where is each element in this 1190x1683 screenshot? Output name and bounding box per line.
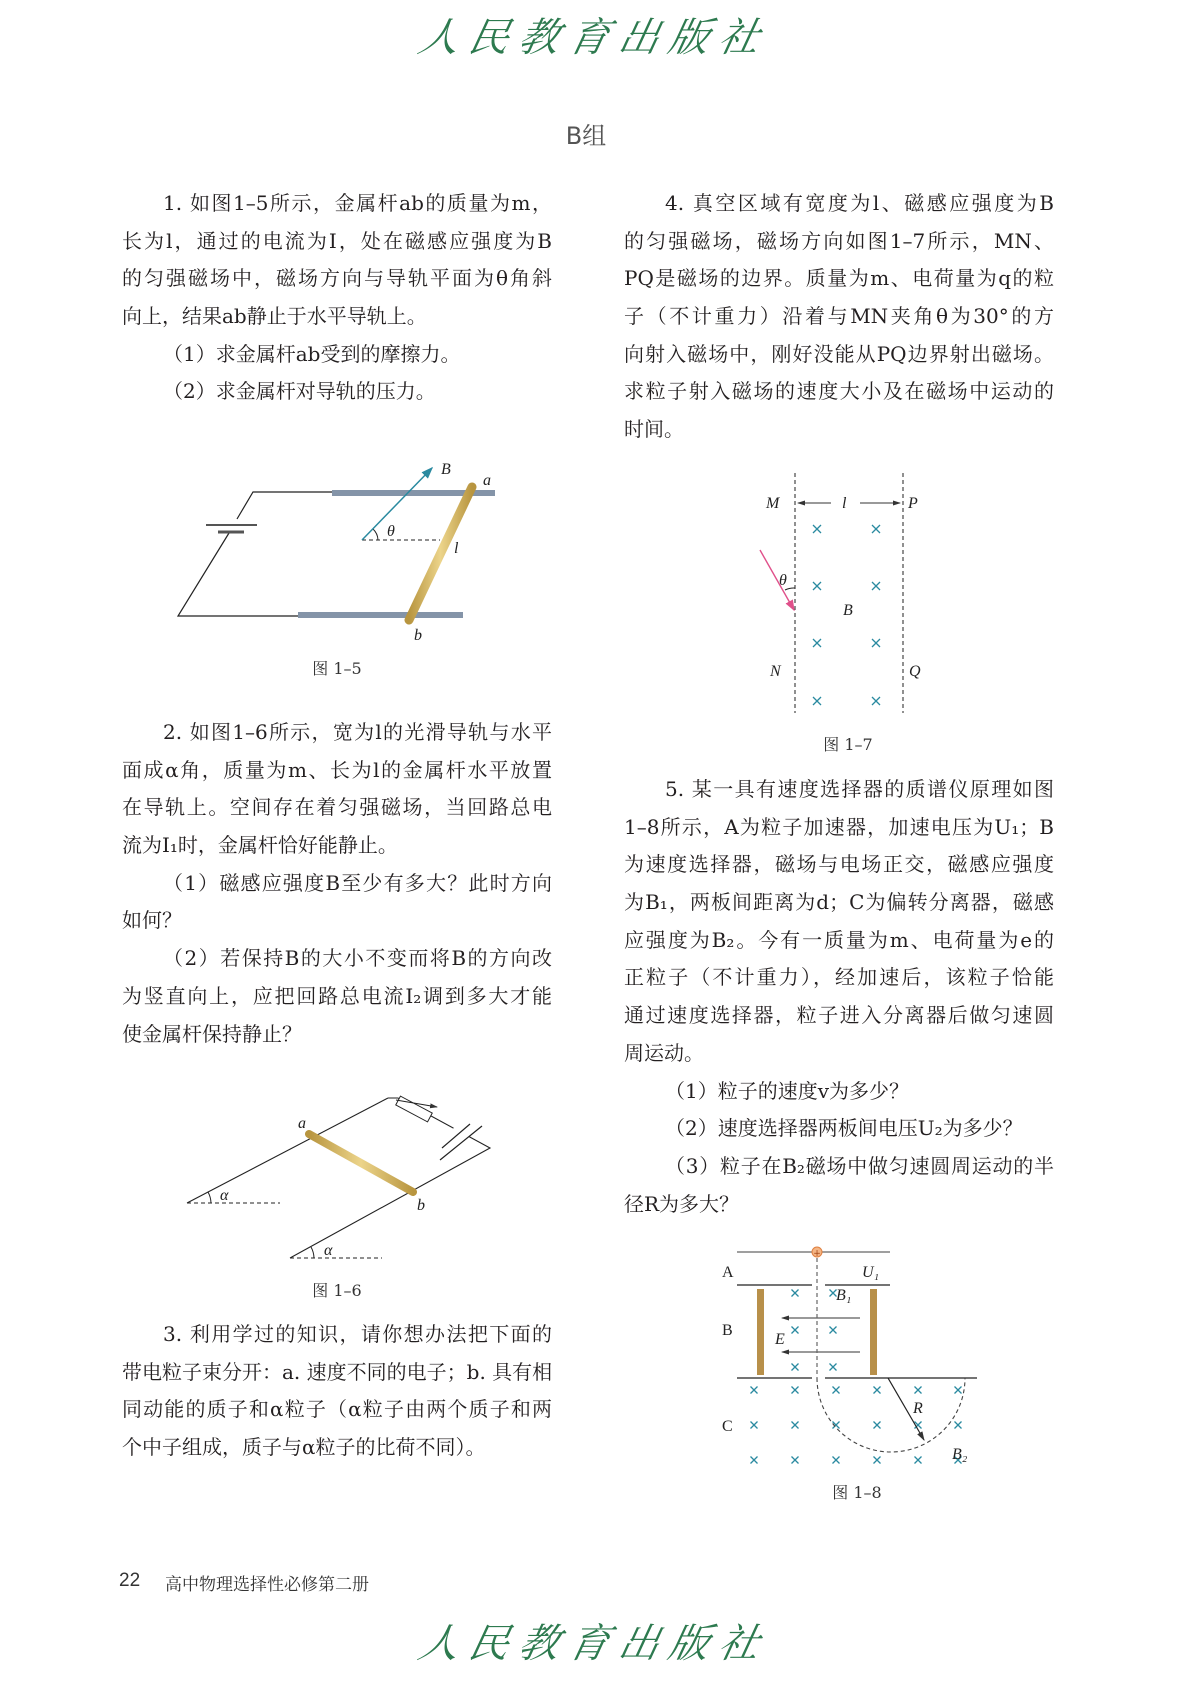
selector-plate-right [870, 1289, 877, 1375]
question-text-line: （1）粒子的速度v为多少？ [665, 1078, 910, 1103]
field-into-page-icon [955, 1387, 962, 1394]
field-into-page-icon [833, 1457, 840, 1464]
section-title: B组 [565, 122, 607, 150]
field-into-page-icon [874, 1422, 881, 1429]
label-u1: U₁ [862, 1264, 880, 1281]
field-into-page-icon [792, 1457, 799, 1464]
angle-arc [208, 1192, 211, 1203]
label-b: b [417, 1197, 425, 1214]
figure-caption: 图 1–6 [312, 1281, 362, 1300]
field-into-page-icon [792, 1387, 799, 1394]
field-crosses [751, 1290, 962, 1464]
field-into-page-icon [813, 697, 821, 705]
label-a-accelerator: A [722, 1264, 734, 1281]
field-into-page-icon [813, 525, 821, 533]
wire [178, 533, 298, 616]
question-text-line: 面成α角，质量为m、长为l的金属杆水平放置 [122, 757, 552, 782]
question-text-line: 通过速度选择器，粒子进入分离器后做匀速圆 [624, 1003, 1054, 1028]
label-b-field: B [441, 461, 451, 478]
question-text-line: 径R为多大？ [624, 1191, 740, 1216]
label-r: R [913, 1400, 923, 1417]
question-text-line: 带电粒子束分开：a. 速度不同的电子；b. 具有相 [122, 1359, 553, 1384]
particle-plus-sign: + [813, 1249, 821, 1259]
label-b: B [843, 602, 853, 619]
label-l: l [842, 495, 847, 512]
label-a: a [298, 1115, 306, 1132]
question-text-line: 向射入磁场中，刚好没能从PQ边界射出磁场。 [624, 341, 1054, 366]
field-into-page-icon [751, 1387, 758, 1394]
figure-caption: 图 1–5 [312, 659, 362, 678]
field-into-page-icon [833, 1387, 840, 1394]
field-into-page-icon [872, 582, 880, 590]
question-text-line: 个中子组成，质子与α粒子的比荷不同）。 [122, 1435, 486, 1460]
question-text-line: 如何？ [122, 908, 182, 933]
question-text-line: 1–8所示，A为粒子加速器，加速电压为U₁；B [624, 814, 1054, 839]
angle-arc [311, 1247, 314, 1258]
question-text-line: 为竖直向上，应把回路总电流I₂调到多大才能 [122, 983, 552, 1008]
metal-rod [309, 1134, 413, 1192]
question-text-line: 5. 某一具有速度选择器的质谱仪原理如图 [665, 777, 1054, 801]
field-into-page-icon [813, 639, 821, 647]
figure-1-5 [178, 461, 495, 678]
question-text-line: 在导轨上。空间存在着匀强磁场，当回路总电 [122, 795, 552, 820]
question-text-line: 时间。 [624, 417, 684, 442]
field-into-page-icon [751, 1457, 758, 1464]
publisher-logo-top: 人民教育出版社 [414, 15, 775, 61]
field-into-page-icon [792, 1364, 799, 1371]
label-e: E [775, 1331, 785, 1348]
question-text-line: （1）求金属杆ab受到的摩擦力。 [163, 341, 461, 366]
field-into-page-icon [830, 1364, 837, 1371]
field-into-page-icon [872, 697, 880, 705]
question-text-line: 的匀强磁场，磁场方向如图1–7所示，MN、 [624, 228, 1054, 253]
question-text-line: 向上，结果ab静止于水平导轨上。 [122, 304, 427, 329]
wire [237, 492, 332, 519]
question-text-line: 为B₁，两板间距离为d；C为偏转分离器，磁感 [624, 890, 1054, 915]
question-text-line: （3）粒子在B₂磁场中做匀速圆周运动的半 [665, 1153, 1054, 1178]
question-text-line: 2. 如图1–6所示，宽为l的光滑导轨与水平 [163, 720, 552, 744]
left-rail [187, 1098, 388, 1203]
question-text-line: 为速度选择器，磁场与电场正交，磁感应强度 [624, 852, 1054, 877]
question-text-line: 流为I₁时，金属杆恰好能静止。 [122, 833, 398, 858]
question-text-line: 应强度为B₂。今有一质量为m、电荷量为e的 [624, 927, 1054, 952]
field-b-arrow [362, 468, 432, 540]
question-text-line: 求粒子射入磁场的速度大小及在磁场中运动的 [624, 379, 1054, 404]
particle-circular-path [817, 1378, 965, 1452]
book-title: 高中物理选择性必修第二册 [165, 1575, 369, 1595]
field-into-page-icon [792, 1327, 799, 1334]
question-text-line: 4. 真空区域有宽度为l、磁感应强度为B [665, 191, 1054, 215]
field-into-page-icon [813, 582, 821, 590]
question-text-line: 子（不计重力）沿着与MN夹角θ为30°的方 [624, 304, 1054, 329]
figure-caption: 图 1–8 [832, 1483, 882, 1502]
figure-1-8 [722, 1247, 977, 1502]
label-alpha: α [324, 1242, 333, 1259]
field-into-page-icon [792, 1422, 799, 1429]
field-into-page-icon [872, 639, 880, 647]
question-text-line: （2）求金属杆对导轨的压力。 [163, 379, 436, 404]
label-a: a [483, 472, 491, 489]
label-b2: B₂ [952, 1446, 968, 1463]
field-into-page-icon [915, 1387, 922, 1394]
publisher-logo-bottom: 人民教育出版社 [414, 1621, 775, 1667]
label-theta: θ [387, 523, 395, 540]
question-text-line: PQ是磁场的边界。质量为m、电荷量为q的粒 [624, 266, 1054, 291]
field-into-page-icon [915, 1457, 922, 1464]
field-into-page-icon [792, 1290, 799, 1297]
field-into-page-icon [955, 1422, 962, 1429]
field-into-page-icon [874, 1387, 881, 1394]
angle-arc [373, 529, 378, 540]
question-text-line: 正粒子（不计重力），经加速后，该粒子恰能 [624, 965, 1054, 990]
label-p: P [908, 495, 918, 512]
figure-1-7 [760, 473, 921, 754]
label-b1: B₁ [836, 1287, 852, 1304]
figure-caption: 图 1–7 [823, 735, 873, 754]
question-text-line: （2）若保持B的大小不变而将B的方向改 [163, 946, 552, 971]
figure-1-6 [187, 1096, 490, 1300]
page-number: 22 [119, 1570, 141, 1591]
question-text-line: 的匀强磁场中，磁场方向与导轨平面为θ角斜 [122, 266, 552, 291]
field-into-page-icon [751, 1422, 758, 1429]
label-l: l [454, 540, 459, 557]
question-text-line: （1）磁感应强度B至少有多大？此时方向 [163, 870, 552, 895]
metal-rod [409, 487, 472, 620]
label-m: M [766, 495, 780, 512]
question-text-line: 使金属杆保持静止？ [122, 1021, 302, 1046]
question-text-line: 长为l，通过的电流为I，处在磁感应强度为B [122, 228, 552, 253]
field-into-page-icon [872, 525, 880, 533]
label-alpha: α [220, 1187, 229, 1204]
label-c-separator: C [722, 1418, 733, 1435]
selector-plate-left [757, 1289, 764, 1375]
label-q: Q [909, 663, 921, 680]
label-theta: θ [779, 572, 787, 589]
label-n: N [770, 663, 781, 680]
field-into-page-icon [830, 1327, 837, 1334]
field-into-page-icon [874, 1457, 881, 1464]
question-text-line: 同动能的质子和α粒子（α粒子由两个质子和两 [122, 1397, 552, 1422]
question-text-line: 周运动。 [624, 1040, 704, 1065]
question-text-line: （2）速度选择器两板间电压U₂为多少？ [665, 1116, 1023, 1141]
label-b-selector: B [722, 1322, 733, 1339]
question-text-line: 1. 如图1–5所示，金属杆ab的质量为m， [163, 191, 552, 215]
particle-velocity-arrow [760, 550, 794, 610]
rheostat [396, 1096, 432, 1122]
label-b: b [414, 627, 422, 644]
question-text-line: 3. 利用学过的知识，请你想办法把下面的 [163, 1322, 552, 1346]
